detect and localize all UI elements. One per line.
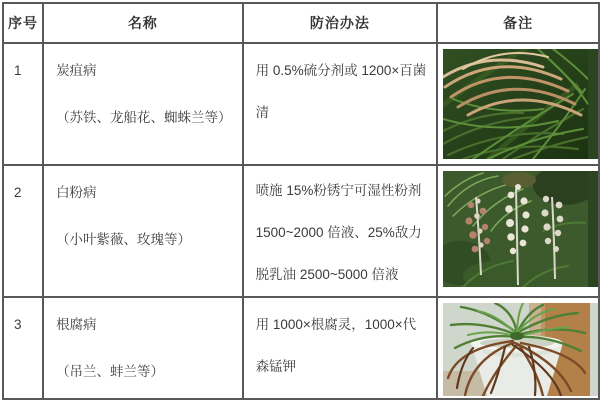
- method-text-line: 1500~2000 倍液、25%敌力: [255, 225, 422, 240]
- header-row: [3, 3, 599, 43]
- disease-name: 炭疽病: [56, 63, 97, 78]
- disease-name-cell: [43, 43, 243, 165]
- disease-name-cell: [43, 165, 243, 297]
- row-number: 2: [14, 185, 22, 200]
- table: [2, 2, 600, 400]
- disease-hosts: （吊兰、蚌兰等）: [56, 364, 165, 379]
- control-method-cell: [243, 297, 438, 399]
- index-cell: [3, 165, 43, 297]
- table-row-root-rot: [3, 297, 599, 399]
- remark-photo-cell: [437, 43, 599, 165]
- method-text-line: 脱乳油 2500~5000 倍液: [255, 267, 399, 282]
- spider-plant-root-rot-photo: [443, 303, 598, 396]
- index-cell: [3, 297, 43, 399]
- remark-photo-cell: [437, 165, 599, 297]
- powdery-mildew-flowers-photo: [443, 171, 598, 287]
- disease-name: 根腐病: [56, 317, 97, 332]
- header-cell-method: 防治办法: [243, 3, 438, 43]
- control-method-cell: [243, 43, 438, 165]
- method-text-line: 用 1000×根腐灵，1000×代: [255, 317, 417, 332]
- disease-name: 白粉病: [56, 185, 97, 200]
- disease-name-cell: [43, 297, 243, 399]
- disease-control-table: [2, 2, 600, 400]
- method-text-line: 用 0.5%硫分剂或 1200×百菌: [255, 63, 427, 78]
- disease-hosts: （小叶紫薇、玫瑰等）: [56, 232, 192, 247]
- method-text-line: 清: [255, 105, 270, 120]
- index-cell: [3, 43, 43, 165]
- control-method-cell: [243, 165, 438, 297]
- header-cell-no: 序号: [3, 3, 43, 43]
- disease-hosts: （苏铁、龙船花、蜘蛛兰等）: [56, 110, 232, 125]
- row-number: 3: [14, 317, 22, 332]
- method-text-line: 森锰钾: [255, 359, 297, 374]
- table-row-anthracnose: [3, 43, 599, 165]
- header-cell-name: 名称: [43, 3, 243, 43]
- row-number: 1: [14, 63, 22, 78]
- table-row-powdery-mildew: [3, 165, 599, 297]
- method-text-line: 喷施 15%粉锈宁可湿性粉剂: [255, 183, 422, 198]
- remark-photo-cell: [437, 297, 599, 399]
- cycad-anthracnose-photo: [443, 49, 598, 159]
- header-cell-remark: 备注: [437, 3, 599, 43]
